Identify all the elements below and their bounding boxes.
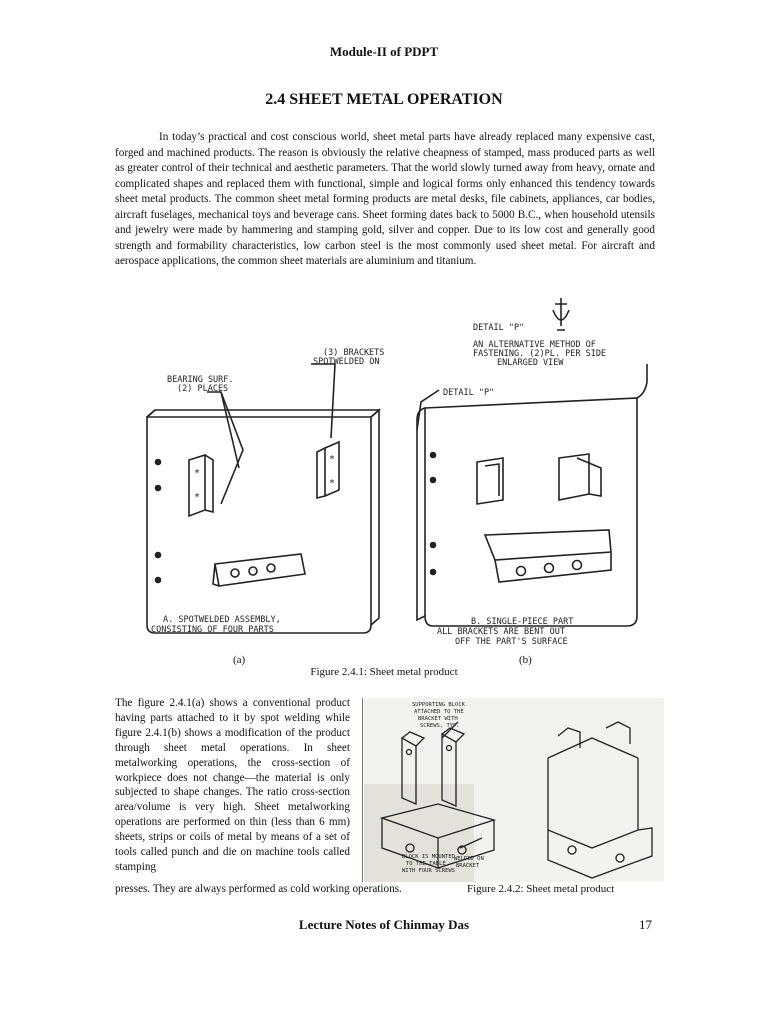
label-alt-method-3: ENLARGED VIEW bbox=[497, 358, 564, 368]
label-supporting-block-1: SUPPORTING BLOCK bbox=[412, 702, 465, 708]
svg-text:*: * bbox=[194, 468, 201, 479]
label-a-caption-1: A. SPOTWELDED ASSEMBLY, bbox=[163, 615, 281, 625]
label-alt-method-1: AN ALTERNATIVE METHOD OF bbox=[473, 340, 596, 350]
bracket-right-b bbox=[559, 454, 601, 500]
subfigure-label-b: (b) bbox=[519, 654, 532, 666]
bracket-left-b bbox=[477, 458, 503, 504]
intro-paragraph: In today’s practical and cost conscious world, sheet metal parts have already replaced many expensive cast, forged and machined products. The reason is obviously the relative cheapness of stamped, mass produced parts as well as greater control of their technical and aesthetic parameters. That the world slowly turned away from heavy, ornate and complicated shapes and replaced them with functional, simple and logical forms only enhanced this tendency towards sheet metal products. The common sheet metal forming products are metal desks, file cabinets, appliances, car bodies, aircraft fuselages, mechanical toys and beverage cans. Sheet forming dates back to 5000 B.C., when household utensils and jewelry were made by hammering and stamping gold, silver and copper. Due to its low cost and generally good strength and formability characteristics, low carbon steel is the most commonly used sheet metal. For aircraft and aerospace applications, the common sheet materials are aluminium and titanium. bbox=[115, 131, 655, 267]
section-title: 2.4 SHEET METAL OPERATION bbox=[265, 91, 503, 108]
label-block-mounted-3: WITH FOUR SCREWS bbox=[402, 868, 455, 874]
label-alt-method-2: FASTENING. (2)PL. PER SIDE bbox=[473, 349, 607, 359]
running-footer: Lecture Notes of Chinmay Das bbox=[298, 917, 470, 932]
label-detail-p-arrow: DETAIL "P" bbox=[443, 388, 495, 398]
page-number: 17 bbox=[639, 917, 652, 932]
label-b-caption-1: B. SINGLE-PIECE PART bbox=[471, 617, 574, 627]
figure-2-4-2-drawing bbox=[362, 698, 664, 882]
detail-p-sketch bbox=[553, 298, 569, 330]
label-welded-on-1: WELDED ON bbox=[454, 856, 484, 862]
bracket-bottom-a bbox=[213, 554, 305, 586]
label-b-caption-3: OFF THE PART'S SURFACE bbox=[455, 637, 568, 647]
svg-text:*: * bbox=[194, 492, 201, 503]
label-spotwelded-on: SPOTWELDED ON bbox=[313, 357, 380, 367]
label-bearing-surf: BEARING SURF. bbox=[167, 375, 234, 385]
bracket-right-a bbox=[317, 442, 339, 498]
label-brackets: (3) BRACKETS bbox=[323, 348, 385, 358]
figure-2-4-2-caption: Figure 2.4.2: Sheet metal product bbox=[467, 883, 615, 895]
label-supporting-block-2: ATTACHED TO THE bbox=[414, 709, 464, 715]
figure-2-4-1-caption: Figure 2.4.1: Sheet metal product bbox=[310, 666, 458, 678]
svg-text:*: * bbox=[329, 478, 336, 489]
svg-text:*: * bbox=[329, 454, 336, 465]
label-bearing-places: (2) PLACES bbox=[177, 384, 229, 394]
bracket-left-a bbox=[189, 455, 213, 516]
panel-a-outline bbox=[147, 417, 371, 633]
label-a-caption-2: CONSISTING OF FOUR PARTS bbox=[151, 625, 274, 635]
panel-b-outline bbox=[425, 398, 637, 626]
label-detail-p-top: DETAIL "P" bbox=[473, 323, 525, 333]
second-paragraph: The figure 2.4.1(a) shows a conventional product having parts attached to it by spot welding while figure 2.4.1(b) shows a modification of the product through sheet metal operations. In sheet metalworking operations, the cross-section of workpiece does not change—the material is only subjected to shape changes. The ratio cross-section area/volume is very high. Sheet metalworking operations are performed on thin (less than 6 mm) sheets, strips or coils of metal by means of a set of tools called punch and die on machine tools called stamping bbox=[115, 697, 350, 873]
bracket-bottom-b bbox=[485, 530, 611, 582]
label-welded-on-2: BRACKET bbox=[456, 863, 480, 869]
label-supporting-block-3: BRACKET WITH bbox=[418, 716, 458, 722]
second-paragraph-last-line: presses. They are always performed as cold working operations. bbox=[115, 883, 402, 895]
subfigure-label-a: (a) bbox=[233, 654, 246, 666]
label-block-mounted-1: BLOCK IS MOUNTED bbox=[402, 854, 455, 860]
label-supporting-block-4: SCREWS, TYP. bbox=[420, 723, 460, 729]
label-b-caption-2: ALL BRACKETS ARE BENT OUT bbox=[437, 627, 565, 637]
figure-2-4-1-drawing bbox=[125, 290, 665, 660]
label-block-mounted-2: TO THE TABLE bbox=[406, 861, 446, 867]
running-header: Module-II of PDPT bbox=[329, 44, 439, 59]
